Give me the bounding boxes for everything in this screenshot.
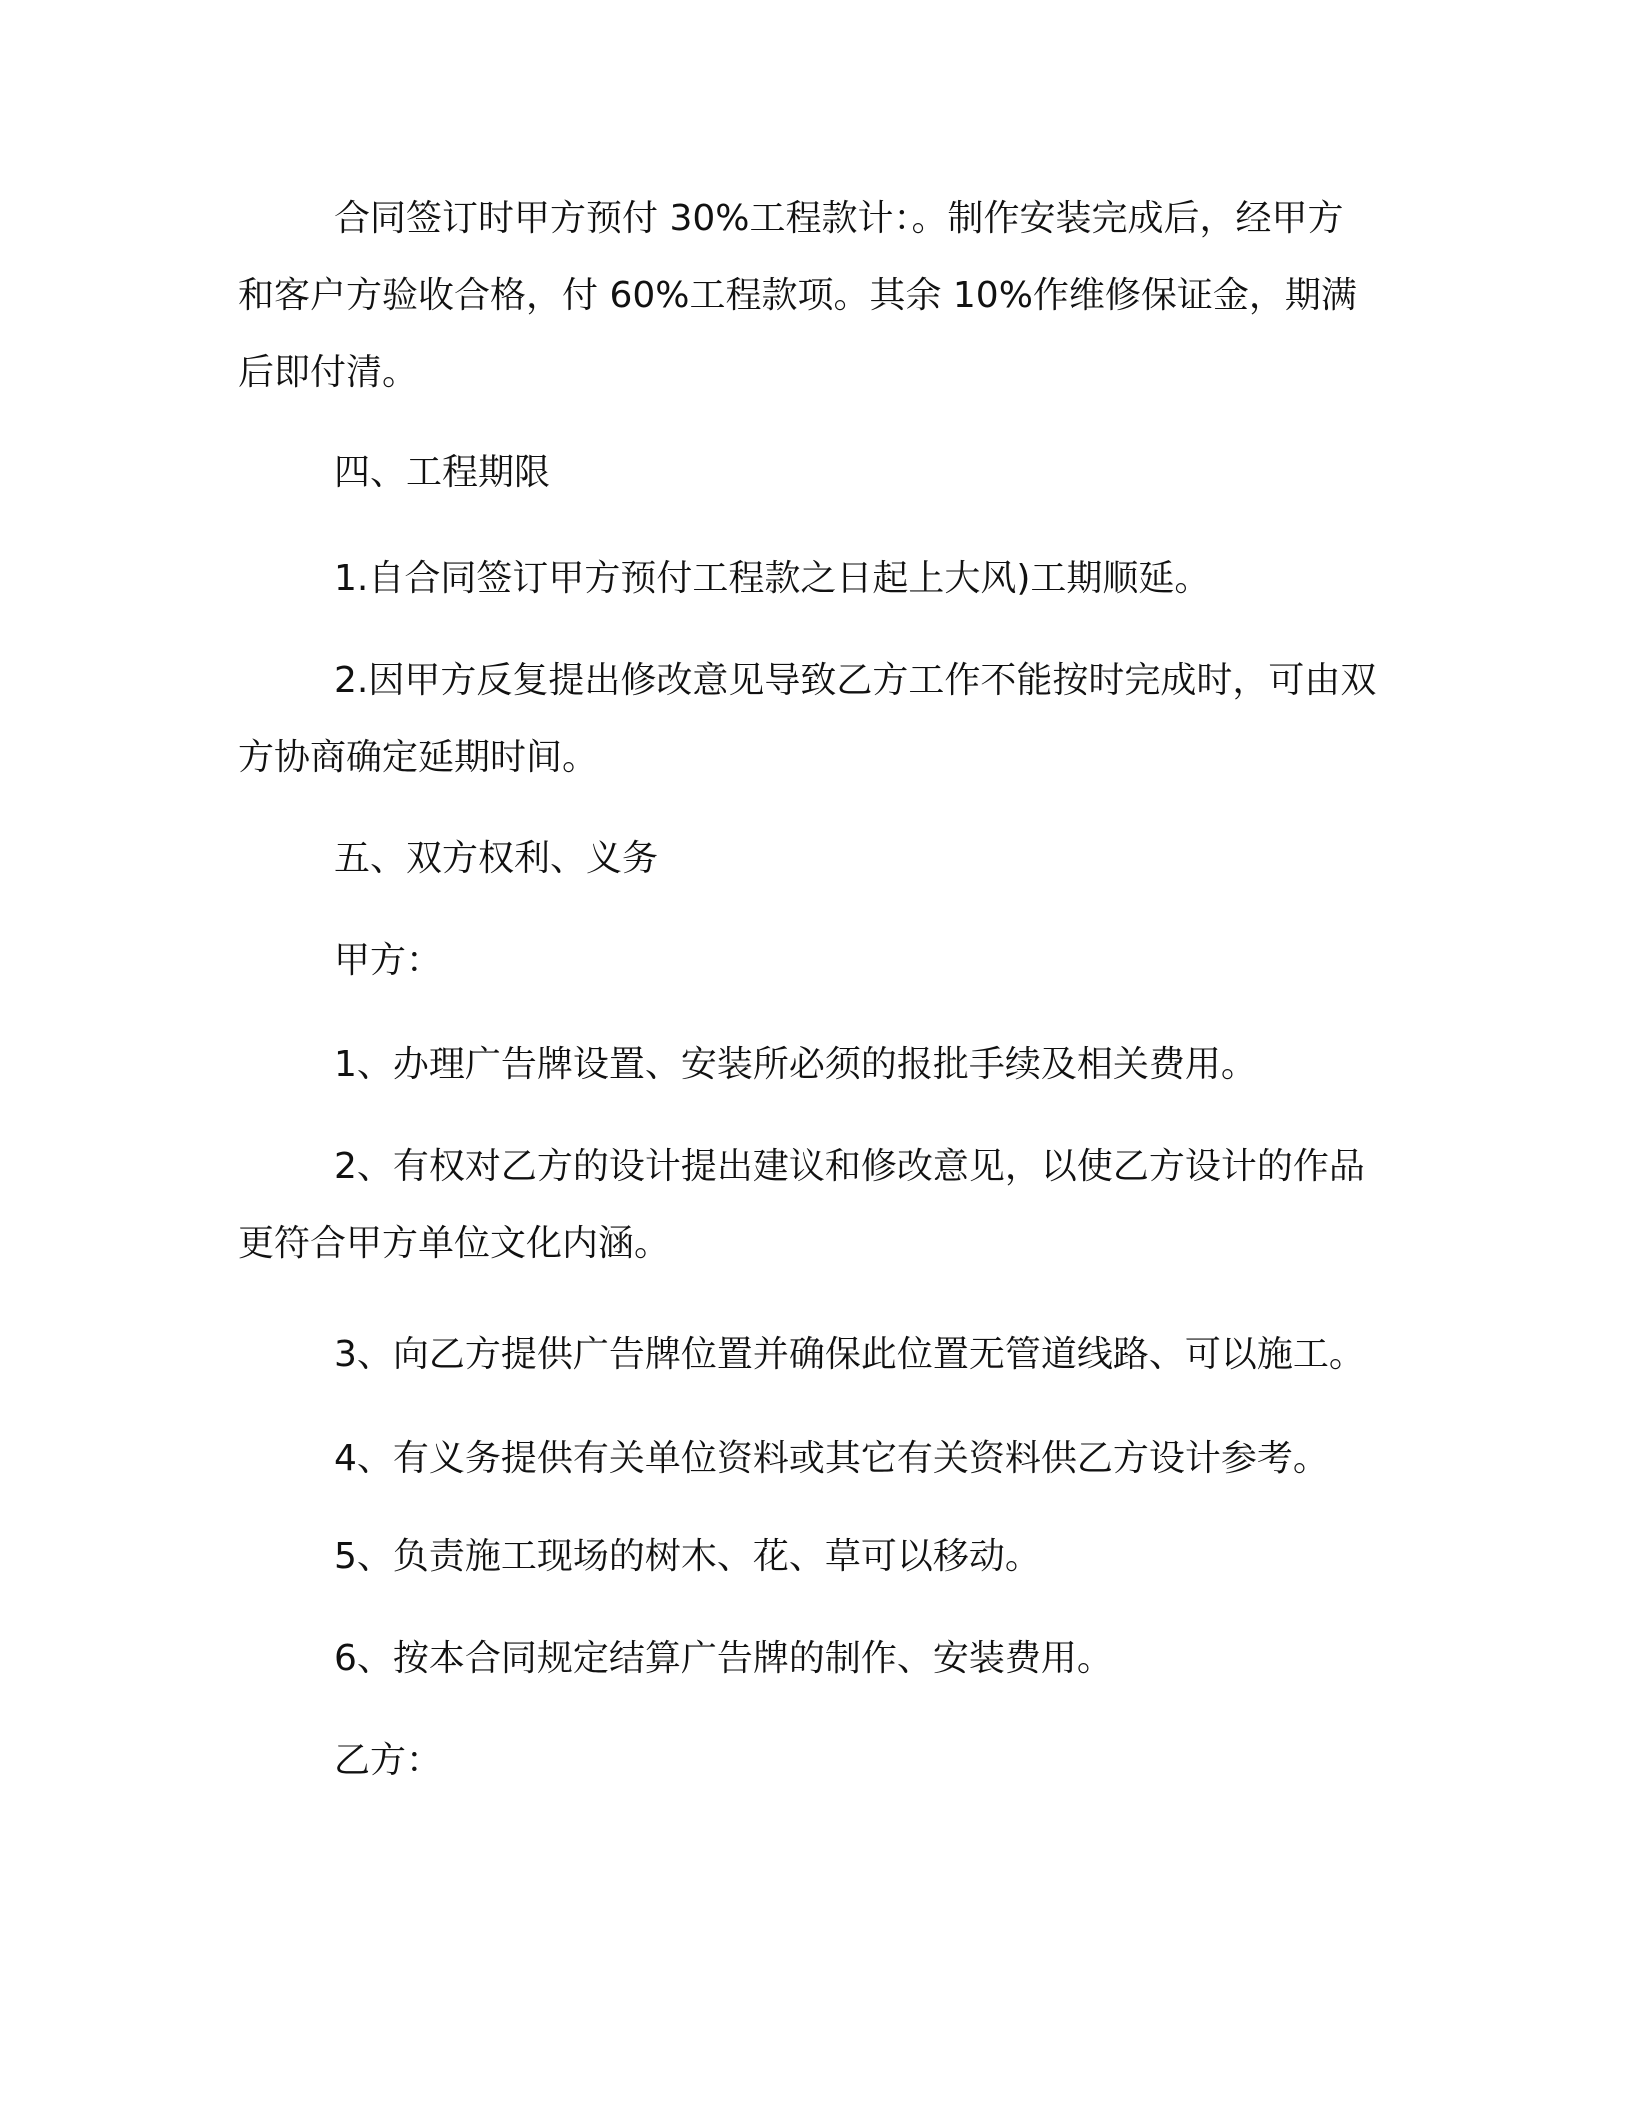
paragraph-party-a-item-1: 1、办理广告牌设置、安装所必须的报批手续及相关费用。 [334, 1044, 1257, 1085]
paragraph-period-item-1: 1.自合同签订甲方预付工程款之日起上大风)工期顺延。 [334, 558, 1211, 599]
paragraph-party-a-item-6: 6、按本合同规定结算广告牌的制作、安装费用。 [334, 1638, 1113, 1679]
paragraph-payment-terms: 合同签订时甲方预付 30%工程款计：。制作安装完成后，经甲方和客户方验收合格，付 60%工程款项。其余 10%作维修保证金，期满后即付清。 [238, 198, 1357, 393]
paragraph-party-a-item-3: 3、向乙方提供广告牌位置并确保此位置无管道线路、可以施工。 [334, 1334, 1365, 1375]
heading-rights-obligations: 五、双方权利、义务 [334, 838, 659, 879]
paragraph-party-a-item-2: 2、有权对乙方的设计提出建议和修改意见，以使乙方设计的作品更符合甲方单位文化内涵。 [238, 1146, 1365, 1264]
paragraph-party-a-item-5: 5、负责施工现场的树木、花、草可以移动。 [334, 1536, 1041, 1577]
paragraph-period-item-2: 2.因甲方反复提出修改意见导致乙方工作不能按时完成时，可由双方协商确定延期时间。 [238, 660, 1377, 778]
paragraph-party-a-item-4: 4、有义务提供有关单位资料或其它有关资料供乙方设计参考。 [334, 1438, 1329, 1479]
heading-project-period: 四、工程期限 [334, 452, 551, 493]
label-party-a: 甲方： [334, 940, 443, 981]
label-party-b: 乙方： [334, 1740, 443, 1781]
